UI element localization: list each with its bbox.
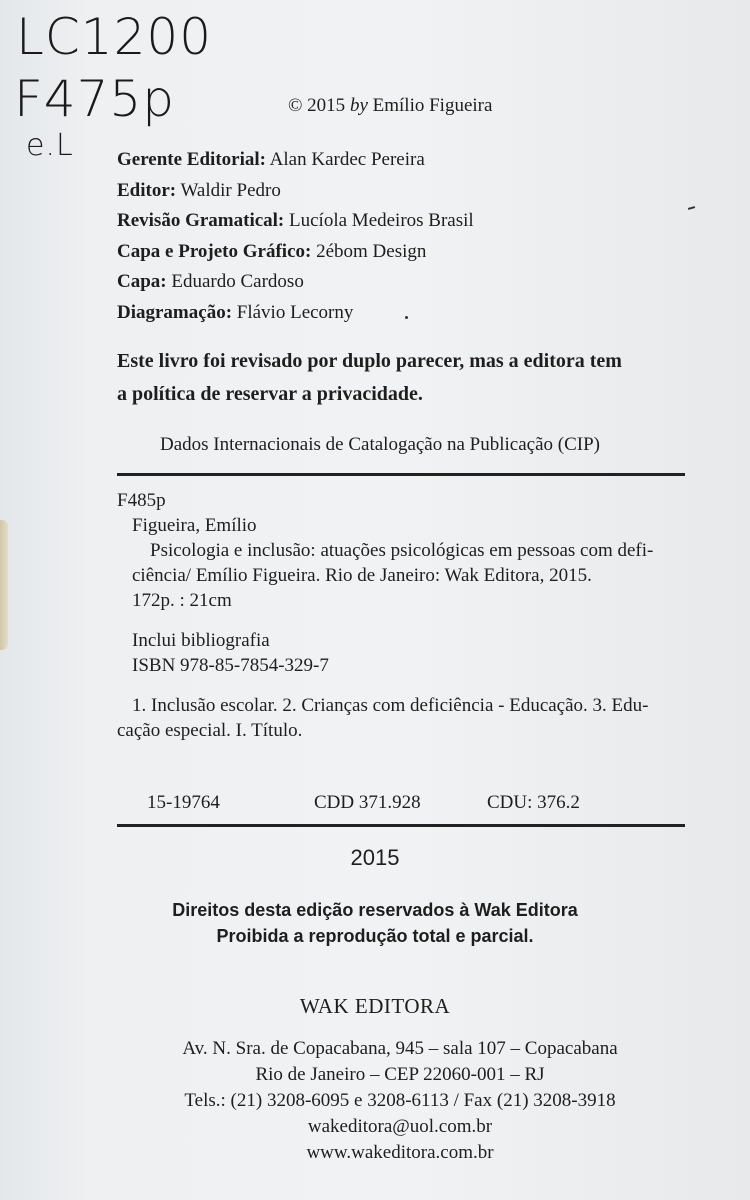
cip-heading: Dados Internacionais de Catalogação na Publicação (CIP) (160, 434, 601, 455)
credit-label: Capa e Projeto Gráfico: (117, 240, 312, 262)
credit-row (117, 267, 474, 298)
cip-top-rule (117, 473, 685, 476)
credit-row (117, 145, 474, 176)
credits-list (117, 145, 474, 328)
cip-call-number: F485p (117, 490, 166, 511)
cip-control-number: 15-19764 (147, 792, 220, 813)
address-phones: Tels.: (21) 3208-6095 e 3208-6113 / Fax (21) 3208-3918 (184, 1090, 616, 1111)
rights-notice (0, 897, 750, 949)
address-line2: Rio de Janeiro – CEP 22060-001 – RJ (255, 1064, 545, 1085)
cip-subjects-line1: 1. Inclusão escolar. 2. Crianças com deficiência - Educação. 3. Edu- (132, 695, 649, 716)
review-notice-line2: a política de reservar a privacidade. (117, 383, 423, 405)
credit-value: Eduardo Cardoso (166, 271, 304, 292)
publisher-website: www.wakeditora.com.br (306, 1142, 494, 1163)
cip-title-line2: ciência/ Emílio Figueira. Rio de Janeiro: Wak Editora, 2015. (132, 565, 592, 586)
handwritten-call-number-line1: LC1200 (16, 8, 213, 66)
cip-spacer (117, 613, 687, 628)
copyright-line (288, 95, 492, 117)
credit-label: Capa: (117, 271, 167, 292)
credit-value: Waldir Pedro (176, 179, 281, 201)
cip-cdd: CDD 371.928 (314, 792, 421, 813)
credit-row (117, 176, 474, 207)
ink-speck (405, 316, 408, 319)
cip-bibliography: Inclui bibliografia (132, 630, 270, 651)
handwritten-call-number-line2: F475p (14, 70, 175, 128)
cip-title-line1: Psicologia e inclusão: atuações psicológicas em pessoas com defi- (150, 540, 654, 561)
ink-speck (688, 206, 695, 210)
credit-row (117, 237, 474, 268)
review-notice-line1: Este livro foi revisado por duplo parecer, mas a editora tem (117, 350, 622, 372)
cip-pages: 172p. : 21cm (132, 590, 232, 611)
copyright-author: Emílio Figueira (367, 95, 493, 116)
publisher-address (0, 1036, 750, 1166)
credit-label: Editor: (117, 179, 177, 201)
credit-row (117, 298, 474, 329)
credit-label: Gerente Editorial: (117, 149, 266, 170)
publisher-email: wakeditora@uol.com.br (307, 1116, 493, 1137)
credit-value: Flávio Lecorny (232, 301, 354, 323)
cip-bottom-rule (117, 824, 685, 827)
cip-subjects-line2: cação especial. I. Título. (117, 720, 303, 741)
cip-author: Figueira, Emílio (132, 515, 257, 536)
cip-cdu: CDU: 376.2 (487, 792, 580, 813)
credit-value: 2ébom Design (311, 240, 427, 262)
credit-value: Lucíola Medeiros Brasil (284, 210, 474, 231)
cip-spacer (117, 678, 687, 693)
publisher-name: WAK EDITORA (299, 994, 451, 1018)
credit-label: Diagramação: (117, 301, 233, 323)
address-line1: Av. N. Sra. de Copacabana, 945 – sala 107 – Copacabana (182, 1038, 618, 1059)
copyright-by: by (349, 95, 368, 116)
credit-label: Revisão Gramatical: (117, 210, 285, 231)
edition-year: 2015 (350, 845, 400, 870)
page-edge-shadow (0, 520, 8, 650)
credit-value: Alan Kardec Pereira (265, 149, 425, 170)
rights-line1: Direitos desta edição reservados à Wak Editora (172, 900, 578, 920)
credit-row (117, 206, 474, 237)
review-notice (117, 345, 622, 411)
handwritten-call-number-line3: e.L (26, 128, 74, 163)
cip-isbn: ISBN 978-85-7854-329-7 (132, 655, 329, 676)
rights-line2: Proibida a reprodução total e parcial. (216, 926, 534, 946)
copyright-prefix: © 2015 (288, 95, 350, 116)
cip-block (117, 488, 687, 743)
